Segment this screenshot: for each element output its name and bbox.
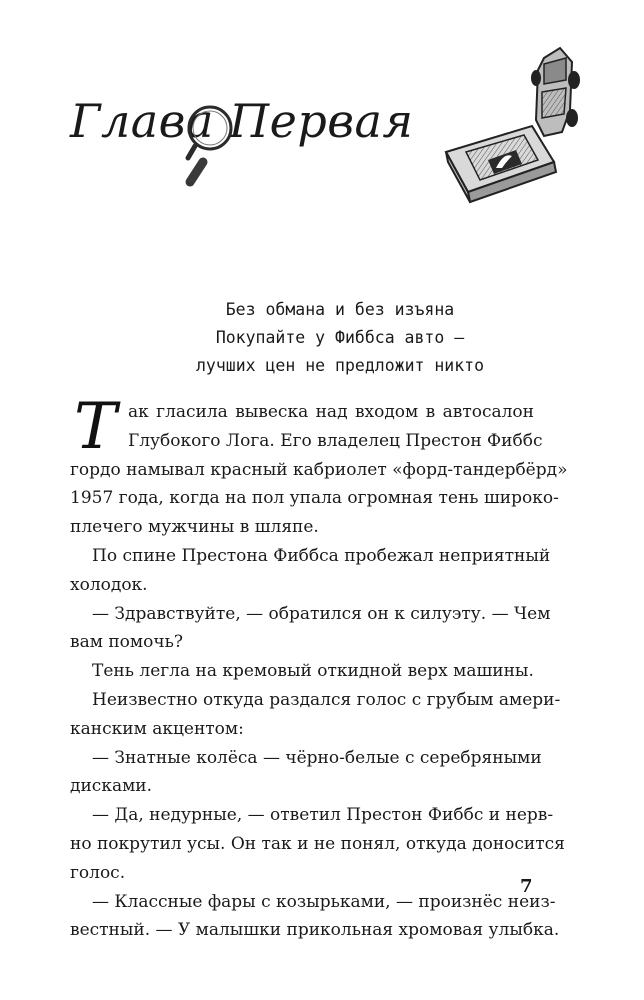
text-line: По спине Престона Фиббса пробежал неприятный (92, 545, 551, 566)
text-line: плечего мужчины в шляпе. (70, 517, 319, 538)
text-line: холодок. (70, 574, 148, 595)
epigraph (60, 296, 620, 380)
text-line: 1957 года, когда на пол упала огромная тень широко- (70, 488, 559, 509)
text-line: — Знатные колёса — чёрно-белые с серебряными (92, 747, 542, 768)
text-line: — Здравствуйте, — обратился он к силуэту. — Чем (92, 603, 551, 624)
text-line: но покрутил усы. Он так и не понял, откуда доносится (70, 833, 565, 854)
matchbox-with-toy-car-illustration (432, 40, 582, 205)
text-line: ак гласила вывеска над входом в автосалон (128, 402, 534, 422)
drop-cap-letter: Т (74, 394, 117, 456)
text-line: Тень легла на кремовый откидной верх машины. (92, 661, 534, 682)
text-line: гордо намывал красный кабриолет «форд-тандербёрд» (70, 459, 568, 480)
text-line: вестный. — У малышки прикольная хромовая улыбка. (70, 920, 560, 941)
text-line: Неизвестно откуда раздался голос с грубым амери- (92, 689, 561, 710)
text-line: голос. (70, 862, 126, 883)
text-line: дисками. (70, 776, 153, 797)
text-line: Глубокого Лога. Его владелец Престон Фиббс (128, 430, 543, 451)
magnifying-glass-icon (178, 98, 268, 194)
text-line: — Да, недурные, — ответил Престон Фиббс и нерв- (92, 805, 554, 826)
text-line: вам помочь? (70, 632, 183, 653)
epigraph-line: Покупайте у Фиббса авто — (215, 328, 465, 347)
epigraph-line: Без обмана и без изъяна (225, 300, 455, 319)
page-number: 7 (520, 876, 533, 897)
chapter-title: Глава Первая (70, 94, 414, 148)
text-line: — Классные фары с козырьками, — произнёс неиз- (92, 891, 556, 912)
chapter-body (70, 398, 568, 945)
text-line: канским акцентом: (70, 718, 244, 739)
epigraph-line: лучших цен не предложит никто (195, 356, 485, 375)
